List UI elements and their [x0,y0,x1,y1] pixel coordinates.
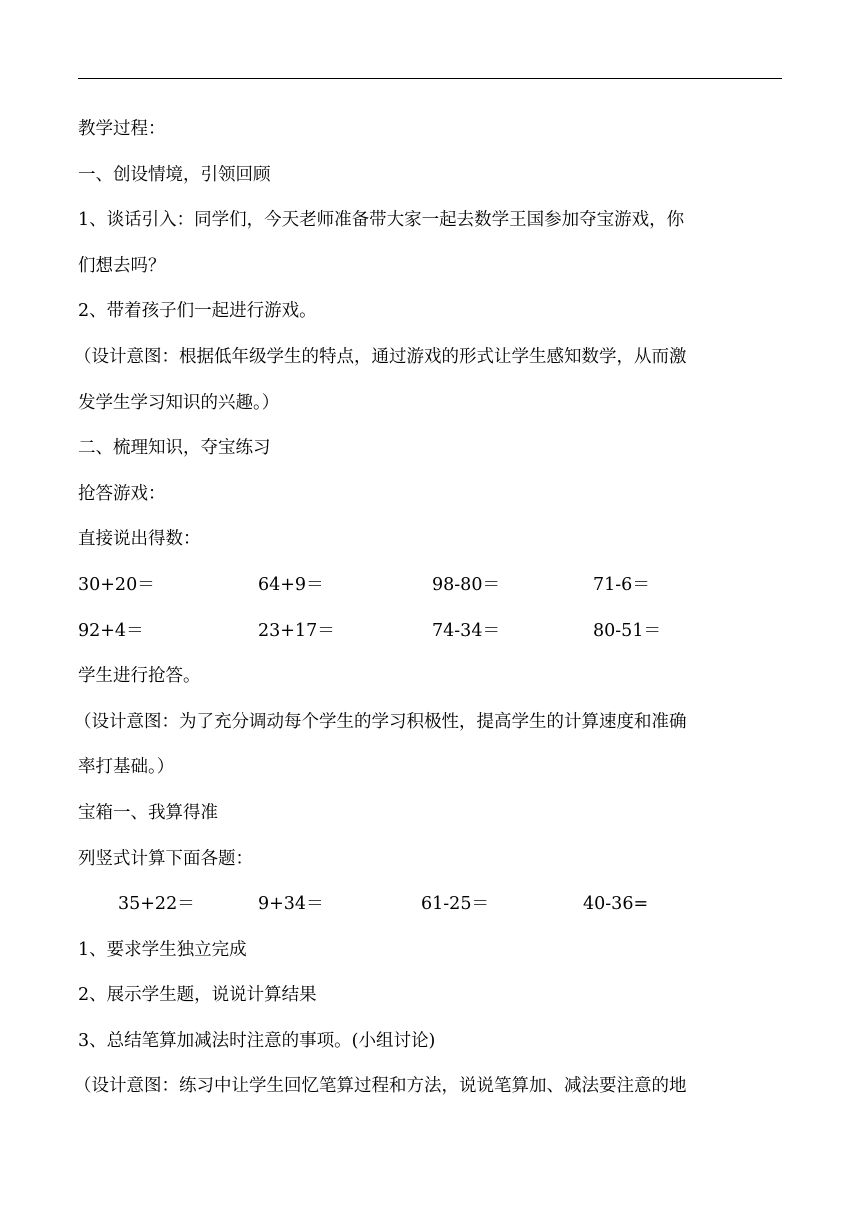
s1-item-1-line-2: 们想去吗？ [78,255,166,276]
section-1-title: 一、创设情境，引领回顾 [78,164,271,185]
vertical-equation: 35+22＝ [118,894,195,915]
heading-teaching-process: 教学过程： [78,119,166,139]
s1-item-1-line-1: 1、谈话引入：同学们，今天老师准备带大家一起去数学王国参加夺宝游戏，你 [78,210,685,231]
oral-equation: 30+20＝ [78,574,155,595]
lesson-document [74,107,788,1110]
oral-equation: 80-51＝ [593,620,661,641]
section-2-title: 二、梳理知识，夺宝练习 [78,438,271,459]
vertical-equation: 9+34＝ [258,894,324,915]
oral-equation: 92+4＝ [78,620,144,641]
oral-equation: 98-80＝ [432,574,500,595]
oral-equation: 71-6＝ [593,574,650,595]
oral-equation: 64+9＝ [258,574,324,595]
box-1-step-3: 3、总结笔算加减法时注意的事项。(小组讨论) [78,1030,436,1051]
header-rule [78,78,782,79]
oral-equation: 23+17＝ [258,620,335,641]
vertical-equation: 40-36= [583,894,649,915]
s2-design-intent-line-1: （设计意图：为了充分调动每个学生的学习积极性，提高学生的计算速度和准确 [74,711,687,732]
oral-equation: 74-34＝ [432,620,500,641]
s1-item-2: 2、带着孩子们一起进行游戏。 [78,301,317,322]
s1-design-intent-line-2: 发学生学习知识的兴趣。） [78,392,280,413]
oral-note: 学生进行抢答。 [78,666,201,687]
oral-instruction: 直接说出得数： [78,529,201,550]
oral-equation-row-1 [78,563,788,609]
treasure-box-1-title: 宝箱一、我算得准 [78,802,218,823]
vertical-equation: 61-25＝ [421,894,489,915]
vertical-equation-row [78,882,788,928]
s1-design-intent-line-1: （设计意图：根据低年级学生的特点，通过游戏的形式让学生感知数学，从而激 [74,346,687,367]
vertical-instruction: 列竖式计算下面各题： [78,848,253,869]
game-title: 抢答游戏： [78,483,166,504]
box-1-design-intent-line-1: （设计意图：练习中让学生回忆笔算过程和方法，说说笔算加、减法要注意的地 [74,1076,687,1097]
box-1-step-2: 2、展示学生题，说说计算结果 [78,985,317,1006]
box-1-step-1: 1、要求学生独立完成 [78,939,247,960]
oral-equation-row-2 [78,609,788,655]
s2-design-intent-line-2: 率打基础。） [78,757,175,778]
